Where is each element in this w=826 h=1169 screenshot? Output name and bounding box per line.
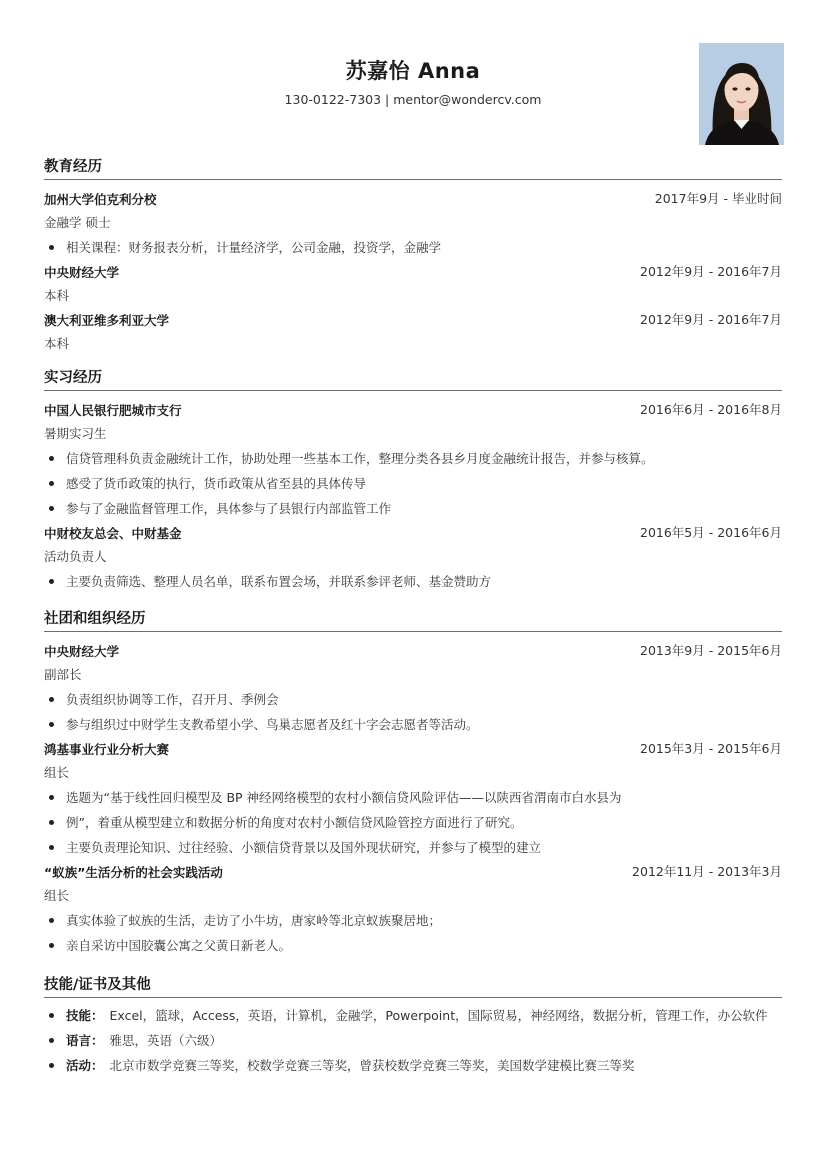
list-item	[44, 785, 782, 810]
list-item	[44, 933, 782, 958]
entry-organization: 中财校友总会、中财基金	[44, 526, 182, 541]
education-entry	[44, 260, 782, 308]
education-entry	[44, 187, 782, 260]
bullet-icon	[49, 697, 54, 702]
entry-date: 2012年11月 - 2013年3月	[632, 864, 782, 879]
club-entry	[44, 639, 782, 737]
bullet-text: 参与了金融监督管理工作，具体参与了县银行内部监管工作	[66, 501, 392, 516]
bullet-icon	[49, 845, 54, 850]
bullet-text: 负责组织协调等工作，召开月、季例会	[66, 692, 279, 707]
club-entry	[44, 860, 782, 958]
entry-organization: 中央财经大学	[44, 265, 120, 280]
entry-role: 组长	[44, 765, 70, 780]
bullet-text: 相关课程：财务报表分析，计量经济学，公司金融，投资学，金融学	[66, 240, 442, 255]
entry-date: 2015年3月 - 2015年6月	[640, 741, 782, 756]
education-entry	[44, 308, 782, 356]
bullet-icon	[49, 722, 54, 727]
section-title-education: 教育经历	[44, 155, 782, 180]
entry-organization: “蚁族”生活分析的社会实践活动	[44, 865, 223, 880]
contact-info: 130-0122-7303 | mentor@wondercv.com	[284, 92, 542, 107]
bullet-icon	[49, 918, 54, 923]
skill-item	[44, 1053, 782, 1078]
entry-organization: 中国人民银行肥城市支行	[44, 403, 182, 418]
list-item	[44, 687, 782, 712]
entry-date: 2017年9月 - 毕业时间	[654, 191, 782, 206]
section-skills	[44, 973, 782, 1078]
list-item	[44, 446, 782, 471]
skill-label: 技能：	[66, 1008, 104, 1023]
section-clubs	[44, 607, 782, 958]
entry-organization: 澳大利亚维多利亚大学	[44, 313, 170, 328]
entry-date: 2016年5月 - 2016年6月	[640, 525, 782, 540]
skill-value: 雅思，英语（六级）	[109, 1033, 223, 1048]
section-title-clubs: 社团和组织经历	[44, 607, 782, 632]
club-entry	[44, 737, 782, 860]
bullet-text: 感受了货币政策的执行，货币政策从省至县的具体传导	[66, 476, 367, 491]
entry-date: 2013年9月 - 2015年6月	[640, 643, 782, 658]
bullet-text: 例”，着重从模型建立和数据分析的角度对农村小额信贷风险管控方面进行了研究。	[66, 815, 523, 830]
skill-value: Excel，篮球，Access，英语，计算机，金融学，Powerpoint，国际贸易，神经网络，数据分析，管理工作，办公软件	[109, 1008, 768, 1023]
bullet-text: 真实体验了蚁族的生活，走访了小牛坊，唐家岭等北京蚁族聚居地；	[66, 913, 442, 928]
bullet-icon	[49, 481, 54, 486]
entry-organization: 加州大学伯克利分校	[44, 192, 157, 207]
entry-role: 本科	[44, 336, 70, 351]
bullet-text: 选题为“基于线性回归模型及 BP 神经网络模型的农村小额信贷风险评估——以陕西省渭南市白水县为	[66, 790, 622, 805]
portrait-image	[699, 43, 784, 145]
bullet-icon	[49, 579, 54, 584]
bullet-icon	[49, 943, 54, 948]
bullet-icon	[49, 506, 54, 511]
list-item	[44, 235, 782, 260]
list-item	[44, 471, 782, 496]
bullet-icon	[49, 820, 54, 825]
internship-entry	[44, 398, 782, 521]
list-item	[44, 712, 782, 737]
bullet-icon	[49, 1063, 54, 1068]
section-title-skills: 技能/证书及其他	[44, 973, 782, 998]
bullet-text: 参与组织过中财学生支教希望小学、鸟巢志愿者及红十字会志愿者等活动。	[66, 717, 479, 732]
entry-date: 2016年6月 - 2016年8月	[640, 402, 782, 417]
section-education	[44, 155, 782, 356]
bullet-text: 亲自采访中国胶囊公寓之父黄日新老人。	[66, 938, 292, 953]
bullet-text: 主要负责理论知识、过往经验、小额信贷背景以及国外现状研究，并参与了模型的建立	[66, 840, 542, 855]
internship-entry	[44, 521, 782, 594]
skill-item	[44, 1003, 782, 1028]
profile-photo	[699, 43, 784, 145]
entry-organization: 中央财经大学	[44, 644, 120, 659]
bullet-icon	[49, 1013, 54, 1018]
entry-organization: 鸿基事业行业分析大赛	[44, 742, 170, 757]
entry-role: 金融学 硕士	[44, 215, 111, 230]
section-internship	[44, 366, 782, 594]
bullet-icon	[49, 795, 54, 800]
bullet-text: 主要负责筛选、整理人员名单，联系布置会场，并联系参评老师、基金赞助方	[66, 574, 492, 589]
entry-role: 副部长	[44, 667, 82, 682]
bullet-text: 信贷管理科负责金融统计工作，协助处理一些基本工作，整理分类各县乡月度金融统计报告，并参与核算。	[66, 451, 654, 466]
entry-date: 2012年9月 - 2016年7月	[640, 312, 782, 327]
list-item	[44, 810, 782, 835]
skill-label: 活动：	[66, 1058, 104, 1073]
list-item	[44, 835, 782, 860]
bullet-icon	[49, 456, 54, 461]
entry-role: 活动负责人	[44, 549, 107, 564]
entry-date: 2012年9月 - 2016年7月	[640, 264, 782, 279]
entry-role: 暑期实习生	[44, 426, 107, 441]
bullet-icon	[49, 1038, 54, 1043]
skill-label: 语言：	[66, 1033, 104, 1048]
candidate-name: 苏嘉怡 Anna	[345, 59, 481, 83]
list-item	[44, 496, 782, 521]
entry-role: 组长	[44, 888, 70, 903]
list-item	[44, 908, 782, 933]
skill-value: 北京市数学竞赛三等奖，校数学竞赛三等奖，曾获校数学竞赛三等奖，美国数学建模比赛三等奖	[109, 1058, 635, 1073]
list-item	[44, 569, 782, 594]
skill-item	[44, 1028, 782, 1053]
section-title-internship: 实习经历	[44, 366, 782, 391]
entry-role: 本科	[44, 288, 70, 303]
bullet-icon	[49, 245, 54, 250]
